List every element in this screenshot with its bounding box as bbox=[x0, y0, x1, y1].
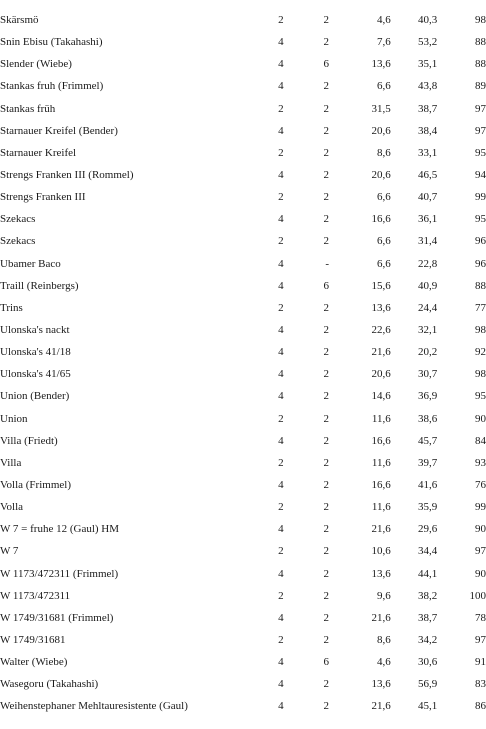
table-row bbox=[0, 540, 486, 562]
column-3-cell: 11,6 bbox=[371, 412, 391, 425]
variety-name-cell: W 1749/31681 bbox=[0, 634, 66, 646]
column-2-cell: 2 bbox=[323, 456, 330, 469]
column-3-cell: 13,6 bbox=[371, 678, 391, 691]
column-5-cell: 97 bbox=[475, 124, 486, 137]
column-4-cell: 44,1 bbox=[418, 567, 438, 580]
table-row bbox=[0, 164, 486, 186]
column-4-cell: 22,8 bbox=[418, 257, 438, 270]
column-1-cell: 2 bbox=[278, 235, 284, 248]
table-row bbox=[0, 297, 486, 319]
column-1-cell: 2 bbox=[278, 146, 284, 159]
column-1-cell: 2 bbox=[278, 456, 284, 469]
column-2-cell: 2 bbox=[323, 36, 330, 49]
column-4-cell: 36,1 bbox=[418, 213, 438, 226]
column-1-cell: 4 bbox=[278, 324, 284, 337]
column-2-cell: 2 bbox=[323, 589, 330, 602]
column-4-cell: 38,6 bbox=[418, 412, 438, 425]
table-row bbox=[0, 363, 486, 385]
column-5-cell: 96 bbox=[475, 235, 486, 248]
column-3-cell: 6,6 bbox=[376, 235, 391, 248]
column-3-cell: 13,6 bbox=[371, 567, 391, 580]
column-5-cell: 88 bbox=[475, 36, 486, 49]
column-2-cell: 2 bbox=[323, 301, 330, 314]
column-5-cell: 76 bbox=[475, 479, 486, 492]
column-4-cell: 43,8 bbox=[418, 80, 438, 93]
column-1-cell: 4 bbox=[278, 279, 284, 292]
table-row bbox=[0, 563, 486, 585]
column-5-cell: 83 bbox=[475, 678, 486, 691]
table-row bbox=[0, 98, 486, 120]
table-row bbox=[0, 496, 486, 518]
column-5-cell: 99 bbox=[475, 501, 486, 514]
variety-name-cell: W 7 bbox=[0, 545, 19, 558]
column-1-cell: 4 bbox=[278, 523, 284, 536]
table-row bbox=[0, 186, 486, 208]
column-1-cell: 4 bbox=[278, 124, 284, 137]
variety-name-cell: Walter (Wiebe) bbox=[0, 656, 68, 669]
column-4-cell: 29,6 bbox=[418, 523, 438, 536]
column-4-cell: 56,9 bbox=[418, 678, 438, 691]
variety-name-cell: Stankas fruh (Frimmel) bbox=[0, 80, 104, 93]
table-row bbox=[0, 31, 486, 53]
table-row bbox=[0, 75, 486, 97]
column-3-cell: 6,6 bbox=[376, 191, 391, 204]
column-2-cell: 2 bbox=[323, 346, 330, 359]
table-row bbox=[0, 253, 486, 275]
table-row bbox=[0, 607, 486, 629]
table-row bbox=[0, 385, 486, 407]
column-4-cell: 38,7 bbox=[418, 611, 438, 624]
variety-name-cell: Skärsmö bbox=[0, 14, 39, 27]
column-2-cell: 2 bbox=[323, 545, 330, 558]
column-2-cell: 6 bbox=[323, 656, 330, 669]
column-5-cell: 90 bbox=[475, 523, 486, 536]
column-1-cell: 2 bbox=[278, 545, 284, 558]
column-3-cell: 10,6 bbox=[371, 545, 391, 558]
column-2-cell: 2 bbox=[323, 412, 330, 425]
column-4-cell: 24,4 bbox=[418, 301, 438, 314]
column-4-cell: 38,4 bbox=[418, 124, 438, 137]
column-2-cell: 2 bbox=[323, 634, 330, 646]
column-2-cell: 6 bbox=[323, 58, 330, 71]
column-1-cell: 4 bbox=[278, 700, 284, 713]
column-2-cell: 2 bbox=[323, 678, 330, 691]
table-row bbox=[0, 319, 486, 341]
variety-name-cell: Ulonska's 41/65 bbox=[0, 368, 71, 381]
column-1-cell: 2 bbox=[278, 301, 284, 314]
column-5-cell: 88 bbox=[475, 279, 486, 292]
column-2-cell: 2 bbox=[323, 368, 330, 381]
column-3-cell: 4,6 bbox=[376, 656, 391, 669]
table-row bbox=[0, 651, 486, 673]
variety-name-cell: Stankas früh bbox=[0, 102, 56, 115]
column-2-cell: 2 bbox=[323, 14, 330, 27]
column-5-cell: 78 bbox=[475, 611, 486, 624]
column-1-cell: 2 bbox=[278, 589, 284, 602]
table-row bbox=[0, 142, 486, 164]
column-1-cell: 2 bbox=[278, 14, 284, 27]
column-5-cell: 98 bbox=[475, 14, 486, 27]
column-2-cell: 2 bbox=[323, 124, 330, 137]
column-2-cell: 2 bbox=[323, 324, 330, 337]
column-4-cell: 38,7 bbox=[418, 102, 438, 115]
column-5-cell: 92 bbox=[475, 346, 486, 359]
column-4-cell: 38,2 bbox=[418, 589, 438, 602]
table-row bbox=[0, 518, 486, 540]
column-1-cell: 4 bbox=[278, 390, 284, 403]
table-row bbox=[0, 408, 486, 430]
column-5-cell: 93 bbox=[475, 456, 486, 469]
column-3-cell: 22,6 bbox=[371, 324, 391, 337]
column-3-cell: 16,6 bbox=[371, 479, 391, 492]
column-5-cell: 95 bbox=[475, 146, 486, 159]
column-1-cell: 4 bbox=[278, 567, 284, 580]
column-5-cell: 96 bbox=[475, 257, 486, 270]
variety-data-table bbox=[0, 9, 486, 718]
column-1-cell: 4 bbox=[278, 678, 284, 691]
column-2-cell: - bbox=[325, 257, 330, 270]
column-4-cell: 35,1 bbox=[418, 58, 438, 71]
table-row bbox=[0, 430, 486, 452]
column-3-cell: 6,6 bbox=[376, 80, 391, 93]
column-4-cell: 45,7 bbox=[418, 434, 438, 447]
variety-name-cell: W 1173/472311 (Frimmel) bbox=[0, 567, 119, 580]
column-5-cell: 99 bbox=[475, 191, 486, 204]
column-2-cell: 2 bbox=[323, 169, 330, 182]
column-2-cell: 2 bbox=[323, 191, 330, 204]
column-4-cell: 30,7 bbox=[418, 368, 438, 381]
column-1-cell: 4 bbox=[278, 346, 284, 359]
column-2-cell: 2 bbox=[323, 235, 330, 248]
column-5-cell: 100 bbox=[469, 589, 486, 602]
column-3-cell: 16,6 bbox=[371, 434, 391, 447]
column-1-cell: 4 bbox=[278, 434, 284, 447]
column-2-cell: 2 bbox=[323, 213, 330, 226]
column-5-cell: 89 bbox=[475, 80, 486, 93]
table-row bbox=[0, 452, 486, 474]
column-4-cell: 53,2 bbox=[418, 36, 438, 49]
table-body bbox=[0, 9, 486, 718]
column-1-cell: 4 bbox=[278, 36, 284, 49]
column-4-cell: 31,4 bbox=[418, 235, 438, 248]
column-4-cell: 34,4 bbox=[418, 545, 438, 558]
column-2-cell: 2 bbox=[323, 80, 330, 93]
column-5-cell: 91 bbox=[475, 656, 486, 669]
variety-name-cell: Starnauer Kreifel (Bender) bbox=[0, 124, 118, 137]
column-3-cell: 20,6 bbox=[371, 124, 391, 137]
variety-name-cell: Snin Ebisu (Takahashi) bbox=[0, 36, 103, 49]
variety-name-cell: Wasegoru (Takahashi) bbox=[0, 678, 99, 691]
column-4-cell: 35,9 bbox=[418, 501, 438, 514]
column-3-cell: 20,6 bbox=[371, 368, 391, 381]
variety-name-cell: Villa bbox=[0, 456, 22, 469]
column-5-cell: 97 bbox=[475, 545, 486, 558]
table-row bbox=[0, 673, 486, 695]
column-1-cell: 2 bbox=[278, 191, 284, 204]
column-3-cell: 9,6 bbox=[376, 589, 391, 602]
column-3-cell: 16,6 bbox=[371, 213, 391, 226]
column-3-cell: 21,6 bbox=[371, 700, 391, 713]
column-5-cell: 88 bbox=[475, 58, 486, 71]
column-1-cell: 4 bbox=[278, 479, 284, 492]
variety-name-cell: Villa (Friedt) bbox=[0, 434, 58, 447]
table-row bbox=[0, 9, 486, 31]
variety-name-cell: Szekacs bbox=[0, 213, 36, 226]
column-4-cell: 45,1 bbox=[418, 700, 438, 713]
column-5-cell: 97 bbox=[475, 102, 486, 115]
variety-name-cell: Strengs Franken III (Rommel) bbox=[0, 169, 134, 182]
table-row bbox=[0, 585, 486, 607]
column-1-cell: 4 bbox=[278, 58, 284, 71]
column-3-cell: 21,6 bbox=[371, 523, 391, 536]
column-1-cell: 2 bbox=[278, 634, 284, 646]
variety-name-cell: Szekacs bbox=[0, 235, 36, 248]
variety-name-cell: Slender (Wiebe) bbox=[0, 58, 72, 71]
column-4-cell: 46,5 bbox=[418, 169, 438, 182]
column-3-cell: 7,6 bbox=[376, 36, 391, 49]
table-row bbox=[0, 120, 486, 142]
column-3-cell: 11,6 bbox=[371, 456, 391, 469]
table-row bbox=[0, 341, 486, 363]
table-row bbox=[0, 208, 486, 230]
column-3-cell: 13,6 bbox=[371, 58, 391, 71]
column-3-cell: 14,6 bbox=[371, 390, 391, 403]
column-4-cell: 36,9 bbox=[418, 390, 438, 403]
table-row bbox=[0, 53, 486, 75]
column-3-cell: 15,6 bbox=[371, 279, 391, 292]
column-2-cell: 2 bbox=[323, 611, 330, 624]
column-4-cell: 40,3 bbox=[418, 14, 438, 27]
column-3-cell: 8,6 bbox=[376, 146, 391, 159]
column-2-cell: 2 bbox=[323, 146, 330, 159]
variety-name-cell: Trins bbox=[0, 301, 23, 314]
table-row bbox=[0, 474, 486, 496]
column-3-cell: 4,6 bbox=[376, 14, 391, 27]
column-1-cell: 4 bbox=[278, 257, 284, 270]
column-3-cell: 21,6 bbox=[371, 611, 391, 624]
column-3-cell: 31,5 bbox=[371, 102, 391, 115]
column-4-cell: 41,6 bbox=[418, 479, 438, 492]
column-2-cell: 2 bbox=[323, 434, 330, 447]
column-2-cell: 2 bbox=[323, 390, 330, 403]
variety-name-cell: Volla bbox=[0, 501, 24, 514]
column-1-cell: 4 bbox=[278, 80, 284, 93]
column-5-cell: 86 bbox=[475, 700, 486, 713]
column-1-cell: 4 bbox=[278, 368, 284, 381]
column-5-cell: 77 bbox=[475, 301, 486, 314]
variety-name-cell: W 1749/31681 (Frimmel) bbox=[0, 611, 114, 624]
column-1-cell: 2 bbox=[278, 501, 284, 514]
column-2-cell: 6 bbox=[323, 279, 330, 292]
column-4-cell: 32,1 bbox=[418, 324, 438, 337]
variety-name-cell: Ulonska's 41/18 bbox=[0, 346, 71, 359]
column-4-cell: 20,2 bbox=[418, 346, 438, 359]
table-row bbox=[0, 230, 486, 252]
table-row bbox=[0, 275, 486, 297]
column-4-cell: 40,7 bbox=[418, 191, 438, 204]
column-2-cell: 2 bbox=[323, 567, 330, 580]
variety-name-cell: Traill (Reinbergs) bbox=[0, 279, 79, 292]
column-4-cell: 30,6 bbox=[418, 656, 438, 669]
column-5-cell: 98 bbox=[475, 368, 486, 381]
column-5-cell: 95 bbox=[475, 390, 486, 403]
variety-name-cell: Starnauer Kreifel bbox=[0, 146, 77, 159]
table-row bbox=[0, 629, 486, 651]
column-5-cell: 84 bbox=[475, 434, 486, 447]
column-5-cell: 97 bbox=[475, 634, 486, 646]
variety-name-cell: Union bbox=[0, 412, 28, 425]
column-2-cell: 2 bbox=[323, 501, 330, 514]
column-4-cell: 34,2 bbox=[418, 634, 438, 646]
variety-name-cell: W 1173/472311 bbox=[0, 589, 71, 602]
variety-name-cell: Weihenstephaner Mehltauresistente (Gaul) bbox=[0, 700, 188, 713]
variety-name-cell: Ubamer Baco bbox=[0, 257, 61, 270]
variety-name-cell: Ulonska's nackt bbox=[0, 324, 70, 337]
variety-name-cell: W 7 = fruhe 12 (Gaul) HM bbox=[0, 523, 120, 536]
column-1-cell: 2 bbox=[278, 102, 284, 115]
column-4-cell: 40,9 bbox=[418, 279, 438, 292]
variety-name-cell: Volla (Frimmel) bbox=[0, 479, 71, 492]
column-4-cell: 33,1 bbox=[418, 146, 438, 159]
column-5-cell: 98 bbox=[475, 324, 486, 337]
column-1-cell: 4 bbox=[278, 169, 284, 182]
column-4-cell: 39,7 bbox=[418, 456, 438, 469]
column-2-cell: 2 bbox=[323, 700, 330, 713]
column-5-cell: 90 bbox=[475, 567, 486, 580]
variety-name-cell: Union (Bender) bbox=[0, 390, 70, 403]
column-1-cell: 4 bbox=[278, 611, 284, 624]
column-3-cell: 8,6 bbox=[376, 634, 391, 646]
column-1-cell: 2 bbox=[278, 412, 284, 425]
column-5-cell: 95 bbox=[475, 213, 486, 226]
column-3-cell: 13,6 bbox=[371, 301, 391, 314]
column-3-cell: 11,6 bbox=[371, 501, 391, 514]
column-2-cell: 2 bbox=[323, 523, 330, 536]
column-2-cell: 2 bbox=[323, 102, 330, 115]
column-1-cell: 4 bbox=[278, 656, 284, 669]
table-row bbox=[0, 695, 486, 717]
column-2-cell: 2 bbox=[323, 479, 330, 492]
variety-name-cell: Strengs Franken III bbox=[0, 191, 86, 204]
column-1-cell: 4 bbox=[278, 213, 284, 226]
column-3-cell: 21,6 bbox=[371, 346, 391, 359]
column-3-cell: 6,6 bbox=[376, 257, 391, 270]
column-5-cell: 90 bbox=[475, 412, 486, 425]
column-3-cell: 20,6 bbox=[371, 169, 391, 182]
column-5-cell: 94 bbox=[475, 169, 486, 182]
